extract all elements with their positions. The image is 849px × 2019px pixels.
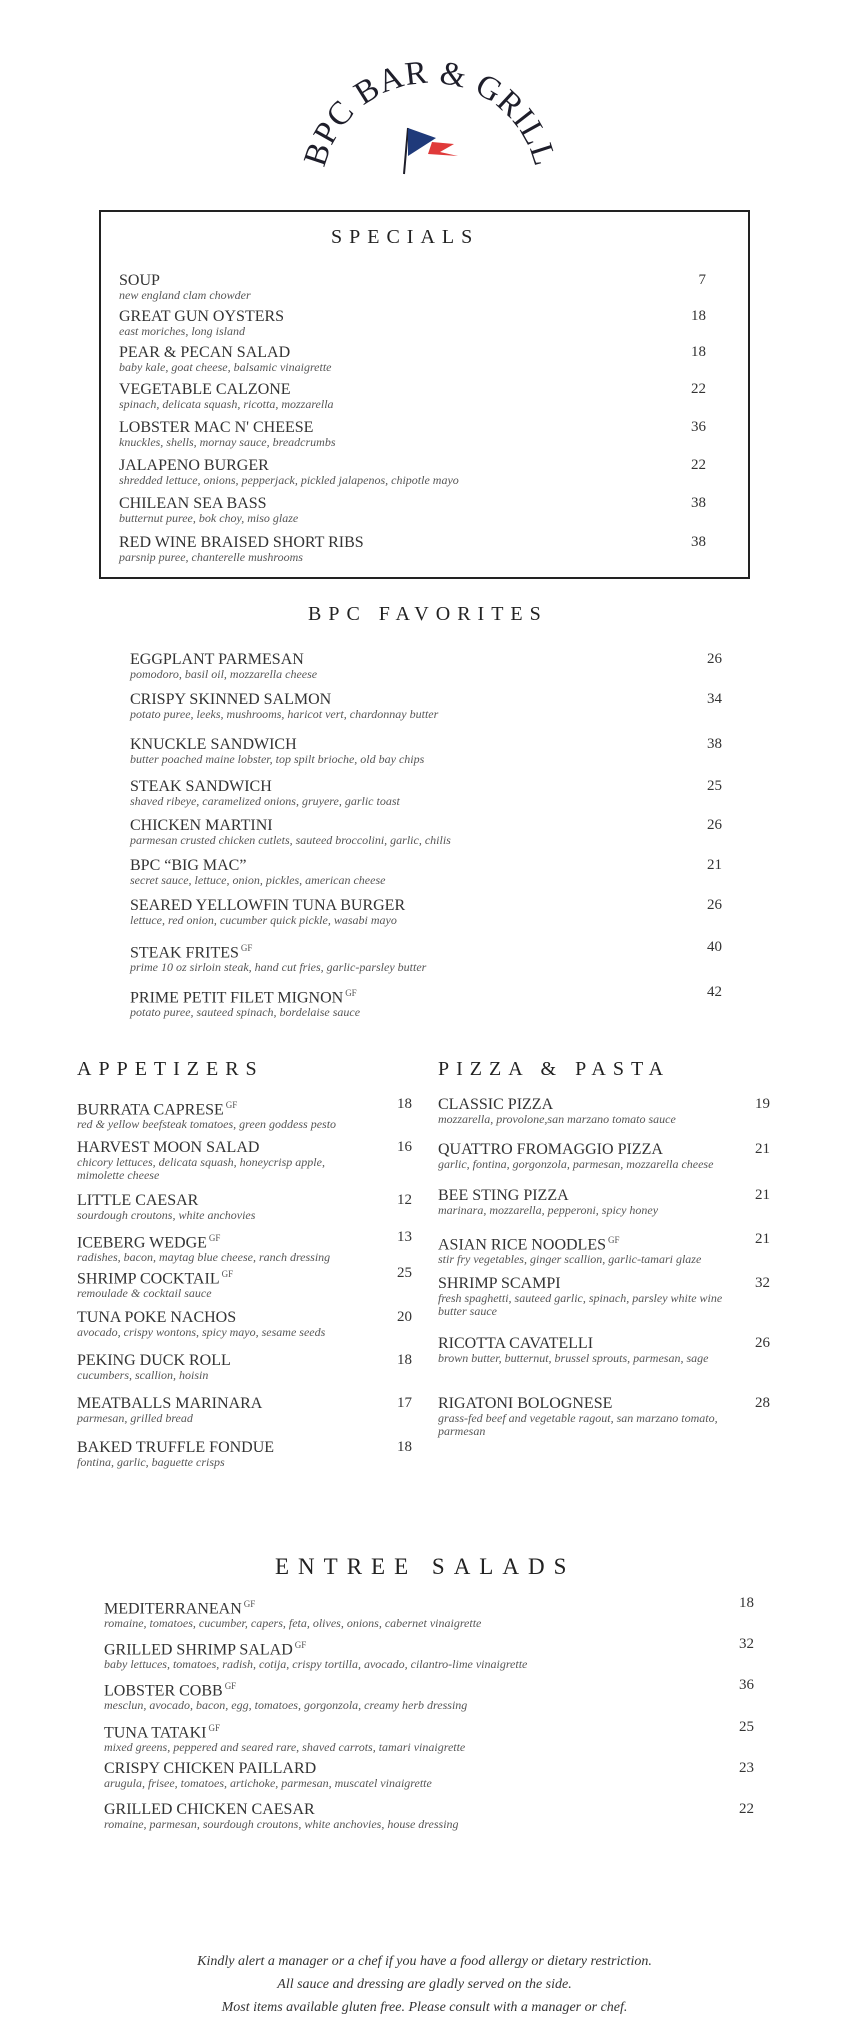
menu-item-description: baby kale, goat cheese, balsamic vinaigrette <box>119 360 332 374</box>
menu-item-description: prime 10 oz sirloin steak, hand cut fries, garlic-parsley butter <box>130 960 427 975</box>
menu-item <box>438 1097 738 1126</box>
menu-item <box>130 779 610 808</box>
menu-item-name-text: RICOTTA CAVATELLI <box>438 1335 594 1352</box>
menu-item-name-text: MEDITERRANEAN <box>104 1600 242 1618</box>
menu-item <box>104 1596 664 1630</box>
menu-item <box>104 1802 664 1831</box>
menu-item-name <box>130 737 610 753</box>
menu-item-price: 20 <box>397 1309 412 1325</box>
menu-item <box>438 1396 738 1438</box>
menu-item-description: avocado, crispy wontons, spicy mayo, sesame seeds <box>77 1325 326 1339</box>
menu-item-description: fontina, garlic, baguette crisps <box>77 1455 225 1469</box>
menu-item-description: east moriches, long island <box>119 324 245 338</box>
menu-item-description: arugula, frisee, tomatoes, artichoke, parmesan, muscatel vinaigrette <box>104 1776 432 1790</box>
menu-item-price: 26 <box>755 1335 770 1351</box>
menu-item-price: 25 <box>739 1719 754 1735</box>
menu-item-name <box>130 985 610 1006</box>
menu-item-name-text: GREAT GUN OYSTERS <box>119 308 285 325</box>
menu-item-price: 40 <box>707 939 722 955</box>
menu-item-name <box>104 1678 664 1699</box>
menu-item-price: 28 <box>755 1395 770 1411</box>
menu-item-description: parsnip puree, chanterelle mushrooms <box>119 550 303 564</box>
menu-item-name-text: QUATTRO FROMAGGIO PIZZA <box>438 1141 663 1158</box>
menu-item <box>130 898 610 927</box>
menu-item-name <box>130 898 610 914</box>
menu-item-name-text: LITTLE CAESAR <box>77 1192 199 1209</box>
menu-item-description: secret sauce, lettuce, onion, pickles, american cheese <box>130 873 386 887</box>
menu-item-name <box>119 273 559 289</box>
menu-item-price: 21 <box>755 1231 770 1247</box>
gluten-free-badge: GF <box>225 1100 238 1110</box>
entree-salads-heading: ENTREE SALADS <box>275 1554 576 1579</box>
menu-item-price: 36 <box>739 1677 754 1693</box>
menu-item-description: radishes, bacon, maytag blue cheese, ranch dressing <box>77 1250 331 1265</box>
menu-item-description: cucumbers, scallion, hoisin <box>77 1368 209 1382</box>
gluten-free-badge: GF <box>240 943 253 953</box>
menu-item-name-text: CLASSIC PIZZA <box>438 1096 554 1113</box>
menu-item-description: chicory lettuces, delicata squash, honeycrisp apple, mimolette cheese <box>77 1155 325 1182</box>
menu-item-description: pomodoro, basil oil, mozzarella cheese <box>130 667 318 681</box>
menu-item <box>77 1230 372 1264</box>
menu-item-name-text: GRILLED SHRIMP SALAD <box>104 1641 293 1659</box>
menu-item-name <box>438 1396 738 1412</box>
menu-item-name <box>438 1188 738 1204</box>
menu-item <box>119 420 559 449</box>
menu-item-name-text: PRIME PETIT FILET MIGNON <box>130 989 344 1007</box>
menu-item-description: shredded lettuce, onions, pepperjack, pickled jalapenos, chipotle mayo <box>119 473 459 487</box>
menu-item-description: red & yellow beefsteak tomatoes, green goddess pesto <box>77 1117 337 1132</box>
logo-text-path: BPC BAR & GRILL <box>300 56 560 171</box>
menu-item-price: 17 <box>397 1395 412 1411</box>
menu-item-description: remoulade & cocktail sauce <box>77 1286 212 1301</box>
menu-item-price: 36 <box>691 419 706 435</box>
menu-item-name <box>438 1232 738 1253</box>
menu-item-name <box>130 779 610 795</box>
menu-item-price: 16 <box>397 1139 412 1155</box>
menu-item-price: 25 <box>707 778 722 794</box>
menu-item-name-text: HARVEST MOON SALAD <box>77 1139 260 1156</box>
menu-item <box>77 1193 372 1222</box>
menu-item-name <box>104 1761 664 1777</box>
menu-item-description: shaved ribeye, caramelized onions, gruyere, garlic toast <box>130 794 400 808</box>
menu-item <box>130 940 610 974</box>
menu-item-name-text: RIGATONI BOLOGNESE <box>438 1395 613 1412</box>
menu-item-name <box>438 1142 738 1158</box>
restaurant-logo <box>300 56 560 206</box>
menu-item <box>104 1678 664 1712</box>
menu-item-description: mozzarella, provolone,san marzano tomato sauce <box>438 1112 676 1126</box>
menu-item-name <box>119 382 559 398</box>
gluten-free-badge: GF <box>608 1235 620 1245</box>
menu-item <box>77 1266 372 1300</box>
menu-item-name-text: MEATBALLS MARINARA <box>77 1395 263 1412</box>
menu-item-price: 18 <box>397 1352 412 1368</box>
menu-item-name-text: GRILLED CHICKEN CAESAR <box>104 1801 315 1818</box>
menu-item-name <box>119 535 559 551</box>
menu-item-description: parmesan, grilled bread <box>77 1411 193 1425</box>
menu-item-description: garlic, fontina, gorgonzola, parmesan, mozzarella cheese <box>438 1157 714 1171</box>
allergy-notice <box>0 1950 849 2019</box>
menu-item-price: 18 <box>397 1439 412 1455</box>
gluten-free-badge: GF <box>208 1723 220 1733</box>
menu-item-name-text: BAKED TRUFFLE FONDUE <box>77 1439 275 1456</box>
menu-item-name <box>438 1336 738 1352</box>
menu-item-price: 23 <box>739 1760 754 1776</box>
menu-item-name <box>77 1396 372 1412</box>
menu-item <box>438 1276 738 1318</box>
menu-item-description: knuckles, shells, mornay sauce, breadcrumbs <box>119 435 336 449</box>
menu-item-name-text: CHILEAN SEA BASS <box>119 495 267 512</box>
menu-item <box>130 692 610 721</box>
menu-item-name-text: SOUP <box>119 272 160 289</box>
menu-item-price: 18 <box>691 308 706 324</box>
menu-item <box>119 309 559 338</box>
menu-item-description: grass-fed beef and vegetable ragout, san marzano tomato, parmesan <box>438 1411 718 1438</box>
menu-item <box>104 1720 664 1754</box>
appetizers-heading: APPETIZERS <box>77 1058 264 1080</box>
menu-item <box>77 1140 372 1182</box>
menu-item <box>438 1142 738 1171</box>
menu-item-name-text: LOBSTER COBB <box>104 1682 223 1700</box>
menu-item-description: mesclun, avocado, bacon, egg, tomatoes, gorgonzola, creamy herb dressing <box>104 1698 468 1713</box>
menu-item-price: 22 <box>739 1801 754 1817</box>
menu-item <box>119 458 559 487</box>
menu-item-name-text: TUNA POKE NACHOS <box>77 1309 237 1326</box>
menu-item-name-text: SHRIMP SCAMPI <box>438 1275 561 1292</box>
menu-item-price: 38 <box>691 495 706 511</box>
menu-item-name-text: CHICKEN MARTINI <box>130 817 273 834</box>
menu-item-price: 21 <box>707 857 722 873</box>
menu-item-name <box>77 1310 372 1326</box>
gluten-free-badge: GF <box>224 1681 237 1691</box>
menu-item-description: spinach, delicata squash, ricotta, mozzarella <box>119 397 334 411</box>
menu-item-name <box>119 420 559 436</box>
menu-item-price: 22 <box>691 381 706 397</box>
menu-item <box>438 1188 738 1217</box>
favorites-heading: BPC FAVORITES <box>308 603 548 625</box>
menu-item-description: baby lettuces, tomatoes, radish, cotija, crispy tortilla, avocado, cilantro-lime vinaigrette <box>104 1657 528 1672</box>
menu-item-description: lettuce, red onion, cucumber quick pickle, wasabi mayo <box>130 913 397 927</box>
menu-item-price: 32 <box>755 1275 770 1291</box>
footer-line: Kindly alert a manager or a chef if you have a food allergy or dietary restriction. <box>197 1954 652 1969</box>
menu-item-name-text: SEARED YELLOWFIN TUNA BURGER <box>130 897 406 914</box>
menu-item-name <box>438 1097 738 1113</box>
specials-heading: SPECIALS <box>331 226 480 248</box>
menu-item-name-text: ASIAN RICE NOODLES <box>438 1236 606 1254</box>
menu-item-name-text: LOBSTER MAC N' CHEESE <box>119 419 314 436</box>
menu-item-price: 25 <box>397 1265 412 1281</box>
menu-item-price: 26 <box>707 817 722 833</box>
menu-item-description: brown butter, butternut, brussel sprouts, parmesan, sage <box>438 1351 709 1365</box>
menu-item <box>130 652 610 681</box>
menu-item <box>104 1761 664 1790</box>
menu-item <box>438 1336 738 1365</box>
menu-item-name <box>77 1353 372 1369</box>
menu-item-name <box>119 458 559 474</box>
menu-item <box>119 345 559 374</box>
menu-item-name-text: KNUCKLE SANDWICH <box>130 736 297 753</box>
menu-item-description: butter poached maine lobster, top spilt brioche, old bay chips <box>130 752 425 766</box>
menu-item-name <box>77 1193 372 1209</box>
flag-icon <box>404 128 458 174</box>
menu-item-price: 26 <box>707 897 722 913</box>
menu-item-description: romaine, parmesan, sourdough croutons, white anchovies, house dressing <box>104 1817 459 1831</box>
menu-item-name <box>104 1720 664 1741</box>
menu-item <box>130 985 610 1019</box>
menu-item-name-text: BEE STING PIZZA <box>438 1187 569 1204</box>
menu-item-price: 38 <box>707 736 722 752</box>
gluten-free-badge: GF <box>294 1640 307 1650</box>
menu-item-price: 32 <box>739 1636 754 1652</box>
menu-item-description: new england clam chowder <box>119 288 251 302</box>
menu-item <box>438 1232 738 1266</box>
menu-item-name-text: TUNA TATAKI <box>104 1724 207 1742</box>
gluten-free-badge: GF <box>208 1233 221 1243</box>
menu-item-name <box>77 1140 372 1156</box>
menu-item-name-text: CRISPY SKINNED SALMON <box>130 691 332 708</box>
menu-item-price: 19 <box>755 1096 770 1112</box>
flag-red <box>428 142 458 156</box>
menu-item-description: romaine, tomatoes, cucumber, capers, feta, olives, onions, cabernet vinaigrette <box>104 1616 482 1631</box>
gluten-free-badge: GF <box>221 1269 234 1279</box>
menu-item <box>130 818 610 847</box>
menu-item-name-text: SHRIMP COCKTAIL <box>77 1270 220 1288</box>
menu-item-name-text: CRISPY CHICKEN PAILLARD <box>104 1760 317 1777</box>
menu-item <box>119 496 559 525</box>
menu-item-description: potato puree, leeks, mushrooms, haricot vert, chardonnay butter <box>130 707 439 721</box>
menu-item-name-text: BURRATA CAPRESE <box>77 1101 224 1119</box>
menu-item-name-text: ICEBERG WEDGE <box>77 1234 207 1252</box>
menu-item-name <box>130 692 610 708</box>
menu-item-name <box>119 345 559 361</box>
menu-item-description: butternut puree, bok choy, miso glaze <box>119 511 299 525</box>
menu-item-description: parmesan crusted chicken cutlets, sauteed broccolini, garlic, chilis <box>130 833 451 847</box>
menu-item-name-text: PEAR & PECAN SALAD <box>119 344 291 361</box>
menu-item-name-text: STEAK SANDWICH <box>130 778 272 795</box>
menu-item-price: 7 <box>698 272 706 288</box>
menu-item-name <box>119 496 559 512</box>
menu-item-name <box>130 818 610 834</box>
menu-item-price: 13 <box>397 1229 412 1245</box>
menu-item-name-text: JALAPENO BURGER <box>119 457 269 474</box>
menu-item-description: stir fry vegetables, ginger scallion, garlic-tamari glaze <box>438 1252 702 1267</box>
menu-item-price: 21 <box>755 1187 770 1203</box>
menu-item-price: 22 <box>691 457 706 473</box>
menu-item <box>104 1637 664 1671</box>
menu-item-name-text: BPC “BIG MAC” <box>130 857 247 874</box>
menu-item-price: 42 <box>707 984 722 1000</box>
menu-item-name <box>77 1097 372 1118</box>
menu-item-name-text: RED WINE BRAISED SHORT RIBS <box>119 534 364 551</box>
menu-item <box>77 1396 372 1425</box>
menu-item-price: 26 <box>707 651 722 667</box>
menu-item-price: 34 <box>707 691 722 707</box>
menu-item-price: 18 <box>739 1595 754 1611</box>
gluten-free-badge: GF <box>345 988 357 998</box>
menu-item <box>119 382 559 411</box>
menu-item <box>119 535 559 564</box>
pizza-pasta-heading: PIZZA & PASTA <box>438 1058 671 1080</box>
gluten-free-badge: GF <box>243 1599 256 1609</box>
menu-item-description: sourdough croutons, white anchovies <box>77 1208 256 1222</box>
menu-item-name <box>77 1266 372 1287</box>
menu-item-price: 18 <box>397 1096 412 1112</box>
menu-item-name <box>104 1637 664 1658</box>
menu-item-description: fresh spaghetti, sauteed garlic, spinach, parsley white wine butter sauce <box>438 1291 723 1318</box>
menu-item-description: marinara, mozzarella, pepperoni, spicy honey <box>438 1203 659 1217</box>
menu-item-price: 21 <box>755 1141 770 1157</box>
menu-item-name <box>130 940 610 961</box>
menu-item-name-text: VEGETABLE CALZONE <box>119 381 291 398</box>
menu-item-name <box>119 309 559 325</box>
menu-item-price: 12 <box>397 1192 412 1208</box>
menu-item-description: potato puree, sauteed spinach, bordelaise sauce <box>130 1005 361 1020</box>
menu-item <box>77 1310 372 1339</box>
menu-item-name-text: PEKING DUCK ROLL <box>77 1352 231 1369</box>
menu-item-name <box>77 1440 372 1456</box>
menu-item <box>77 1440 372 1469</box>
menu-item-name <box>130 652 610 668</box>
menu-item-name <box>438 1276 738 1292</box>
footer-line: Most items available gluten free. Please consult with a manager or chef. <box>221 2000 628 2015</box>
menu-item-price: 18 <box>691 344 706 360</box>
menu-item <box>77 1353 372 1382</box>
menu-item-name <box>77 1230 372 1251</box>
menu-item-name <box>104 1802 664 1818</box>
menu-item-name <box>104 1596 664 1617</box>
footer-line: All sauce and dressing are gladly served on the side. <box>277 1977 572 1992</box>
menu-item <box>119 273 559 302</box>
menu-item <box>130 858 610 887</box>
menu-item-name-text: EGGPLANT PARMESAN <box>130 651 304 668</box>
menu-item <box>130 737 610 766</box>
menu-item-name <box>130 858 610 874</box>
menu-item-price: 38 <box>691 534 706 550</box>
menu-item <box>77 1097 372 1131</box>
menu-item-name-text: STEAK FRITES <box>130 944 239 962</box>
menu-item-description: mixed greens, peppered and seared rare, shaved carrots, tamari vinaigrette <box>104 1740 466 1755</box>
